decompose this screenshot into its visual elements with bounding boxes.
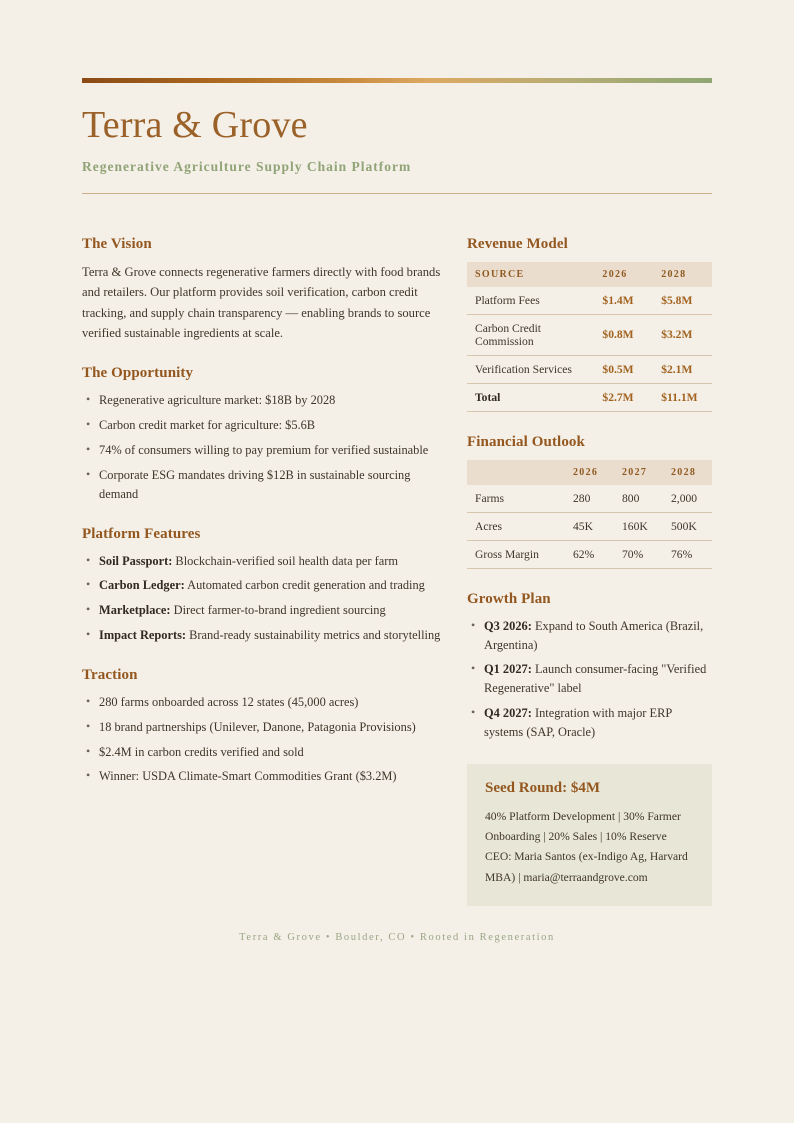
financial-table (467, 460, 712, 569)
cell-2028: 500K (663, 512, 712, 540)
seed-round-callout (467, 764, 712, 906)
list-item: • Corporate ESG mandates driving $12B in sustainable sourcing demand (99, 466, 444, 504)
column-header-2026: 2026 (594, 262, 653, 287)
list-item (99, 601, 444, 620)
seed-contact: CEO: Maria Santos (ex-Indigo Ag, Harvard MBA) | maria@terraandgrove.com (485, 850, 688, 884)
opportunity-list (82, 391, 444, 503)
cell-source: Platform Fees (467, 287, 594, 315)
cell-2026: 280 (565, 485, 614, 513)
list-item: • Carbon credit market for agriculture: $5.6B (99, 416, 444, 435)
table-row (467, 314, 712, 355)
list-item: • 74% of consumers willing to pay premium for verified sustainable (99, 441, 444, 460)
traction-list (82, 693, 444, 786)
table-header-row (467, 262, 712, 287)
financial-heading: Financial Outlook (467, 433, 585, 450)
page-subtitle: Regenerative Agriculture Supply Chain Platform (82, 158, 412, 174)
cell-2026: $2.7M (594, 383, 653, 411)
cell-2027: 800 (614, 485, 663, 513)
revenue-heading: Revenue Model (467, 235, 568, 252)
page-title: Terra & Grove (82, 104, 308, 146)
cell-2026: $0.8M (594, 314, 653, 355)
left-column (82, 214, 444, 906)
table-header-row (467, 460, 712, 485)
list-item: • Winner: USDA Climate-Smart Commodities Grant ($3.2M) (99, 767, 444, 786)
cell-metric: Gross Margin (467, 540, 565, 568)
column-header-2026: 2026 (565, 460, 614, 485)
cell-2028: $3.2M (653, 314, 712, 355)
cell-2026: 45K (565, 512, 614, 540)
feature-text: Blockchain-verified soil health data per farm (172, 553, 399, 568)
column-header-metric (467, 460, 565, 485)
list-item (484, 660, 712, 698)
growth-text: Launch consumer-facing "Verified Regenerative" label (484, 662, 707, 696)
table-row (467, 512, 712, 540)
column-gap (444, 214, 467, 906)
seed-allocation: 40% Platform Development | 30% Farmer Onboarding | 20% Sales | 10% Reserve (485, 809, 681, 844)
list-item: • 18 brand partnerships (Unilever, Danone, Patagonia Provisions) (99, 718, 444, 737)
cell-2026: $0.5M (594, 355, 653, 383)
list-item: • 280 farms onboarded across 12 states (45,000 acres) (99, 693, 444, 712)
table-row (467, 287, 712, 315)
table-row (467, 355, 712, 383)
header-divider (82, 193, 712, 194)
cell-2028: $11.1M (653, 383, 712, 411)
list-item: • $2.4M in carbon credits verified and sold (99, 743, 444, 762)
growth-list (467, 617, 712, 742)
table-row (467, 485, 712, 513)
table-row (467, 540, 712, 568)
cell-source: Carbon Credit Commission (467, 314, 594, 355)
cell-2028: 76% (663, 540, 712, 568)
cell-2027: 70% (614, 540, 663, 568)
revenue-table (467, 262, 712, 412)
vision-body: Terra & Grove connects regenerative farmers directly with food brands and retailers. Our platform provides soil verification, carbon credit tracking, and supply chain transparency — enabling brands to source verified sustainable ingredients at scale. (82, 264, 441, 340)
list-item (484, 704, 712, 742)
traction-heading: Traction (82, 666, 138, 683)
feature-text: Brand-ready sustainability metrics and storytelling (186, 628, 441, 643)
column-header-2028: 2028 (663, 460, 712, 485)
feature-label: Marketplace: (99, 603, 171, 618)
right-column (467, 214, 712, 906)
list-item (99, 576, 444, 595)
cell-2028: 2,000 (663, 485, 712, 513)
growth-label: Q3 2026: (484, 618, 532, 633)
vision-heading: The Vision (82, 235, 152, 252)
growth-label: Q1 2027: (484, 662, 532, 677)
growth-heading: Growth Plan (467, 590, 551, 607)
cell-metric: Acres (467, 512, 565, 540)
list-item: • Regenerative agriculture market: $18B by 2028 (99, 391, 444, 410)
list-item (484, 617, 712, 655)
feature-label: Soil Passport: (99, 553, 173, 568)
column-header-2027: 2027 (614, 460, 663, 485)
column-header-source: SOURCE (467, 262, 594, 287)
feature-label: Carbon Ledger: (99, 578, 185, 593)
feature-label: Impact Reports: (99, 628, 187, 643)
header-accent-bar (82, 78, 712, 83)
seed-round-heading: Seed Round: $4M (485, 779, 601, 796)
cell-metric: Farms (467, 485, 565, 513)
list-item (99, 626, 444, 645)
opportunity-heading: The Opportunity (82, 365, 194, 382)
cell-source: Total (467, 383, 594, 411)
features-heading: Platform Features (82, 525, 201, 542)
growth-text: Integration with major ERP systems (SAP, Oracle) (484, 706, 672, 740)
column-header-2028: 2028 (653, 262, 712, 287)
page-footer: Terra & Grove • Boulder, CO • Rooted in Regeneration (239, 931, 555, 943)
content-columns (82, 214, 712, 906)
growth-label: Q4 2027: (484, 706, 532, 721)
cell-2027: 160K (614, 512, 663, 540)
feature-text: Direct farmer-to-brand ingredient sourcing (170, 603, 386, 618)
features-list (82, 552, 444, 645)
cell-2028: $5.8M (653, 287, 712, 315)
cell-2028: $2.1M (653, 355, 712, 383)
cell-2026: $1.4M (594, 287, 653, 315)
cell-2026: 62% (565, 540, 614, 568)
list-item (99, 552, 444, 571)
cell-source: Verification Services (467, 355, 594, 383)
growth-text: Expand to South America (Brazil, Argentina) (484, 618, 704, 652)
table-row-total (467, 383, 712, 411)
feature-text: Automated carbon credit generation and trading (184, 578, 425, 593)
